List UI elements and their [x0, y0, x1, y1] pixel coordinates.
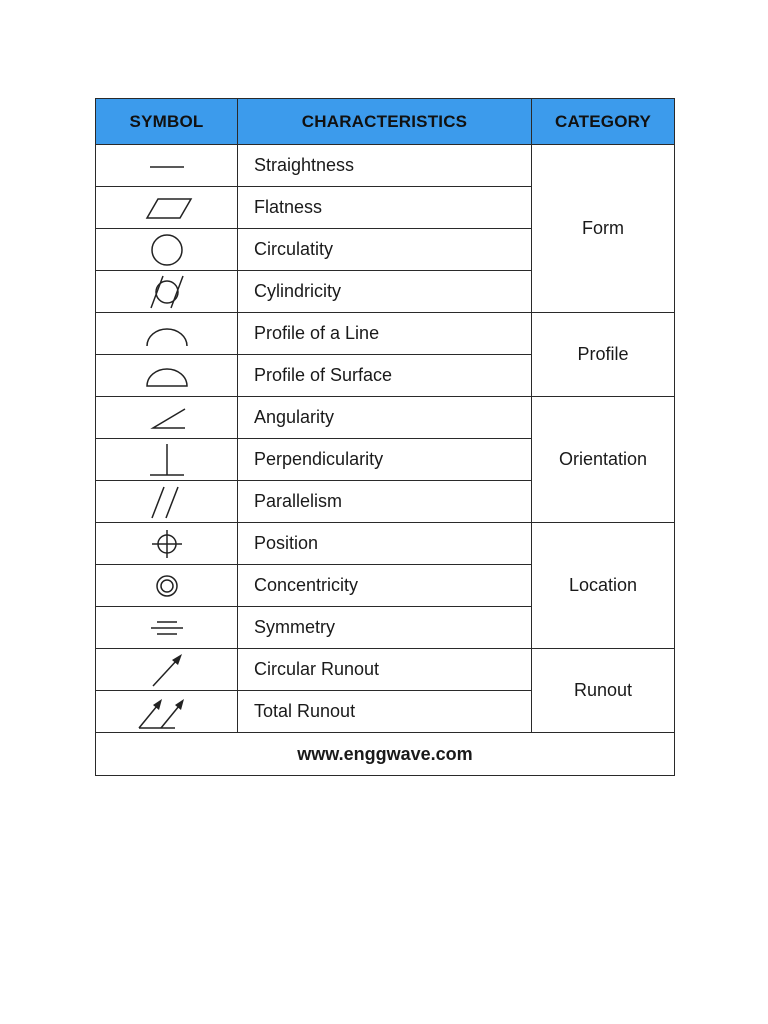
- characteristic-label: Concentricity: [238, 565, 532, 607]
- flatness-icon: [137, 193, 197, 223]
- category-orientation: Orientation: [532, 397, 675, 523]
- straightness-icon: [137, 151, 197, 181]
- table-row: [96, 649, 675, 691]
- header-symbol: SYMBOL: [96, 99, 238, 145]
- category-form: Form: [532, 145, 675, 313]
- characteristic-label: Total Runout: [238, 691, 532, 733]
- characteristic-label: Profile of a Line: [238, 313, 532, 355]
- table-header-row: [96, 99, 675, 145]
- circularity-icon: [137, 232, 197, 268]
- category-profile: Profile: [532, 313, 675, 397]
- profile-of-line-icon: [137, 319, 197, 349]
- characteristic-label: Circulatity: [238, 229, 532, 271]
- table-row: [96, 397, 675, 439]
- characteristic-label: Straightness: [238, 145, 532, 187]
- circular-runout-icon: [137, 651, 197, 689]
- perpendicularity-icon: [137, 441, 197, 479]
- position-icon: [137, 527, 197, 561]
- table-row: [96, 523, 675, 565]
- gdt-symbols-table: [95, 98, 675, 776]
- angularity-icon: [137, 403, 197, 433]
- profile-of-surface-icon: [137, 361, 197, 391]
- table-footer-row: [96, 733, 675, 776]
- total-runout-icon: [135, 693, 199, 731]
- characteristic-label: Profile of Surface: [238, 355, 532, 397]
- category-runout: Runout: [532, 649, 675, 733]
- characteristic-label: Cylindricity: [238, 271, 532, 313]
- concentricity-icon: [137, 571, 197, 601]
- characteristic-label: Symmetry: [238, 607, 532, 649]
- characteristic-label: Circular Runout: [238, 649, 532, 691]
- header-characteristics: CHARACTERISTICS: [238, 99, 532, 145]
- characteristic-label: Flatness: [238, 187, 532, 229]
- characteristic-label: Position: [238, 523, 532, 565]
- table-row: [96, 313, 675, 355]
- header-category: CATEGORY: [532, 99, 675, 145]
- category-location: Location: [532, 523, 675, 649]
- table-row: [96, 145, 675, 187]
- characteristic-label: Angularity: [238, 397, 532, 439]
- characteristic-label: Parallelism: [238, 481, 532, 523]
- parallelism-icon: [137, 483, 197, 521]
- characteristic-label: Perpendicularity: [238, 439, 532, 481]
- cylindricity-icon: [137, 273, 197, 311]
- website-footer: www.enggwave.com: [96, 733, 675, 776]
- symmetry-icon: [137, 613, 197, 643]
